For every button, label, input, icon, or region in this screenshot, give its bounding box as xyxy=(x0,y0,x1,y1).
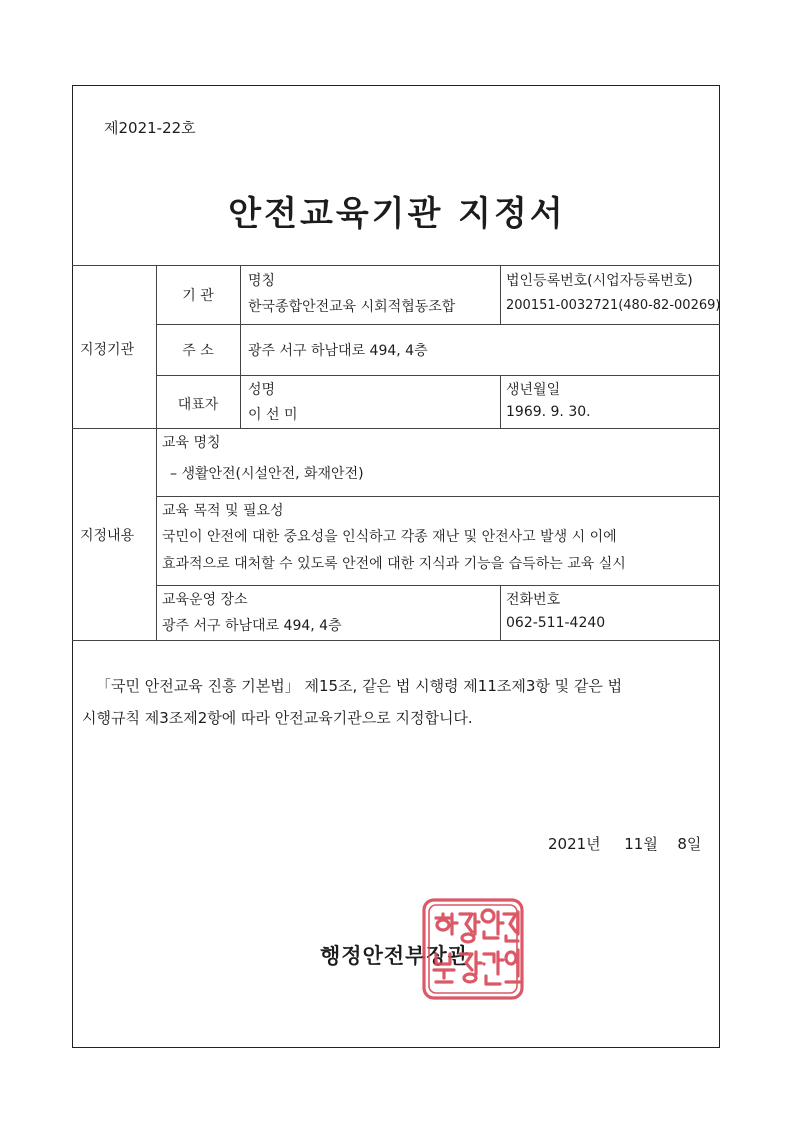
address-value: 광주 서구 하남대로 494, 4층 xyxy=(248,343,428,359)
birth-date-value: 1969. 9. 30. xyxy=(506,404,591,420)
document-number: 제2021-22호 xyxy=(104,119,196,137)
education-place-label: 교육운영 장소 xyxy=(162,592,248,608)
section-label-designation-content: 지정내용 xyxy=(80,528,135,544)
representative-name-label: 성명 xyxy=(248,382,276,398)
phone-value: 062-511-4240 xyxy=(506,615,606,631)
phone-label: 전화번호 xyxy=(506,592,561,608)
designation-statement-line2: 시행규칙 제3조제2항에 따라 안전교육기관으로 지정합니다. xyxy=(82,709,473,727)
purpose-text-line2: 효과적으로 대처할 수 있도록 안전에 대한 지식과 기능을 습득하는 교육 실시 xyxy=(162,556,626,572)
official-seal-stamp xyxy=(418,894,528,1004)
issue-date-day: 8일 xyxy=(677,835,702,853)
issuer-name: 행정안전부장관 xyxy=(320,944,470,968)
issue-date-year: 2021년 xyxy=(548,835,601,853)
document-title: 안전교육기관 지정서 xyxy=(228,194,566,234)
education-place-value: 광주 서구 하남대로 494, 4층 xyxy=(162,618,342,634)
name-value: 한국종합안전교육 시회적협동조합 xyxy=(248,299,456,315)
representative-name-value: 이 선 미 xyxy=(248,407,298,423)
education-name-value: – 생활안전(시설안전, 화재안전) xyxy=(170,466,364,482)
issue-date-month: 11월 xyxy=(624,835,658,853)
registration-number-value: 200151-0032721(480-82-00269) xyxy=(506,298,721,313)
institution-label: 기 관 xyxy=(182,288,214,304)
address-label: 주 소 xyxy=(182,343,214,359)
designation-statement-line1: 「국민 안전교육 진흥 기본법」 제15조, 같은 법 시행령 제11조제3항 및 같은 법 xyxy=(96,677,623,695)
representative-label: 대표자 xyxy=(177,397,219,413)
issue-date xyxy=(548,833,701,854)
education-name-label: 교육 명칭 xyxy=(162,435,221,451)
section-label-designated-institution: 지정기관 xyxy=(80,342,135,358)
purpose-label: 교육 목적 및 필요성 xyxy=(162,503,284,519)
purpose-text-line1: 국민이 안전에 대한 중요성을 인식하고 각종 재난 및 안전사고 발생 시 이에 xyxy=(162,529,617,545)
name-label: 명칭 xyxy=(248,273,276,289)
birth-date-label: 생년월일 xyxy=(506,382,561,398)
registration-number-label: 법인등록번호(시업자등록번호) xyxy=(506,273,693,289)
